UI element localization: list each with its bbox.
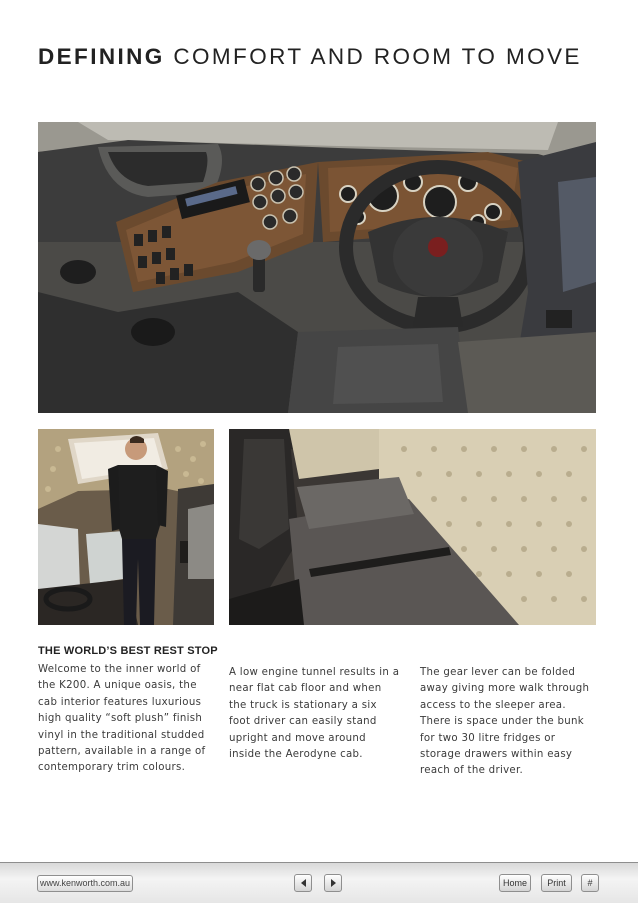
driver-standing-photo [38, 429, 214, 625]
prev-page-button[interactable] [294, 874, 312, 892]
sleeper-bunk-photo [229, 429, 596, 625]
page-number-button[interactable]: # [581, 874, 599, 892]
page-title-bold: DEFINING [38, 44, 165, 69]
print-button[interactable]: Print [541, 874, 572, 892]
triangle-left-icon [301, 879, 306, 887]
body-column-2: A low engine tunnel results in a near flat cab floor and when the truck is stationary a six foot driver can easily stand upright and move around inside the Aerodyne cab. [229, 667, 400, 761]
section-heading: THE WORLD’S BEST REST STOP [38, 645, 218, 657]
page-title [38, 44, 582, 70]
dashboard-photo [38, 122, 596, 413]
triangle-right-icon [331, 879, 336, 887]
body-column-1: Welcome to the inner world of the K200. A unique oasis, the cab interior features luxurious high quality “soft plush” finish vinyl in the traditional studded pattern, available in a range of contemporary trim colours. [38, 664, 206, 774]
body-column-3: The gear lever can be folded away giving more walk through access to the sleeper area. There is space under the bunk for two 30 litre fridges or storage drawers within easy reach of the driver. [420, 667, 590, 777]
page-title-rest: COMFORT AND ROOM TO MOVE [164, 44, 582, 69]
home-button[interactable]: Home [499, 874, 531, 892]
next-page-button[interactable] [324, 874, 342, 892]
website-link[interactable]: www.kenworth.com.au [37, 875, 133, 892]
footer-bar [0, 862, 638, 903]
